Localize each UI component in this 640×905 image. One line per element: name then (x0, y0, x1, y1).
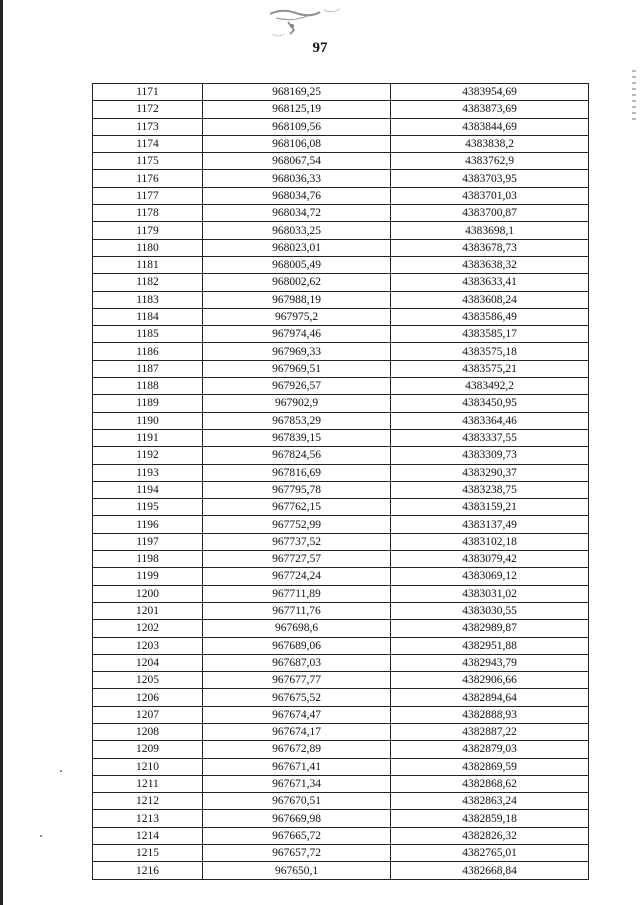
y-coordinate-cell: 4383290,37 (391, 464, 589, 481)
point-number-cell: 1192 (93, 447, 203, 464)
point-number-cell: 1210 (93, 758, 203, 775)
table-row (93, 516, 589, 533)
point-number-cell: 1175 (93, 153, 203, 170)
point-number-cell: 1215 (93, 845, 203, 862)
x-coordinate-cell: 968036,33 (203, 170, 391, 187)
y-coordinate-cell: 4383954,69 (391, 84, 589, 101)
y-coordinate-cell: 4383575,18 (391, 343, 589, 360)
point-number-cell: 1183 (93, 291, 203, 308)
x-coordinate-cell: 967672,89 (203, 741, 391, 758)
y-coordinate-cell: 4382863,24 (391, 793, 589, 810)
x-coordinate-cell: 968125,19 (203, 101, 391, 118)
x-coordinate-cell: 968109,56 (203, 118, 391, 135)
y-coordinate-cell: 4383309,73 (391, 447, 589, 464)
point-number-cell: 1179 (93, 222, 203, 239)
table-row (93, 84, 589, 101)
y-coordinate-cell: 4383633,41 (391, 274, 589, 291)
y-coordinate-cell: 4383364,46 (391, 412, 589, 429)
scan-speck (40, 835, 42, 837)
y-coordinate-cell: 4382869,59 (391, 758, 589, 775)
point-number-cell: 1212 (93, 793, 203, 810)
table-row (93, 827, 589, 844)
table-row (93, 672, 589, 689)
y-coordinate-cell: 4382868,62 (391, 775, 589, 792)
point-number-cell: 1182 (93, 274, 203, 291)
y-coordinate-cell: 4382859,18 (391, 810, 589, 827)
y-coordinate-cell: 4383238,75 (391, 481, 589, 498)
table-row (93, 378, 589, 395)
point-number-cell: 1198 (93, 551, 203, 568)
y-coordinate-cell: 4383079,42 (391, 551, 589, 568)
y-coordinate-cell: 4383030,55 (391, 602, 589, 619)
x-coordinate-cell: 967674,47 (203, 706, 391, 723)
scan-speck (60, 770, 62, 772)
y-coordinate-cell: 4382894,64 (391, 689, 589, 706)
y-coordinate-cell: 4383873,69 (391, 101, 589, 118)
table-row (93, 412, 589, 429)
point-number-cell: 1201 (93, 602, 203, 619)
x-coordinate-cell: 967752,99 (203, 516, 391, 533)
point-number-cell: 1186 (93, 343, 203, 360)
x-coordinate-cell: 967839,15 (203, 429, 391, 446)
table-row (93, 637, 589, 654)
table-row (93, 464, 589, 481)
table-row (93, 862, 589, 879)
y-coordinate-cell: 4383069,12 (391, 568, 589, 585)
x-coordinate-cell: 967975,2 (203, 308, 391, 325)
table-row (93, 187, 589, 204)
point-number-cell: 1188 (93, 378, 203, 395)
point-number-cell: 1209 (93, 741, 203, 758)
table-row (93, 602, 589, 619)
table-row (93, 274, 589, 291)
y-coordinate-cell: 4382888,93 (391, 706, 589, 723)
stamp-mark (262, 4, 352, 44)
point-number-cell: 1185 (93, 326, 203, 343)
point-number-cell: 1202 (93, 620, 203, 637)
table-row (93, 239, 589, 256)
scan-edge-left (0, 0, 3, 905)
y-coordinate-cell: 4383701,03 (391, 187, 589, 204)
table-row (93, 793, 589, 810)
point-number-cell: 1189 (93, 395, 203, 412)
x-coordinate-cell: 968034,76 (203, 187, 391, 204)
y-coordinate-cell: 4383698,1 (391, 222, 589, 239)
table-row (93, 568, 589, 585)
y-coordinate-cell: 4383585,17 (391, 326, 589, 343)
y-coordinate-cell: 4383700,87 (391, 205, 589, 222)
table-row (93, 153, 589, 170)
x-coordinate-cell: 967902,9 (203, 395, 391, 412)
point-number-cell: 1214 (93, 827, 203, 844)
point-number-cell: 1200 (93, 585, 203, 602)
x-coordinate-cell: 967969,51 (203, 360, 391, 377)
point-number-cell: 1206 (93, 689, 203, 706)
y-coordinate-cell: 4382887,22 (391, 723, 589, 740)
y-coordinate-cell: 4383492,2 (391, 378, 589, 395)
x-coordinate-cell: 967687,03 (203, 654, 391, 671)
table-row (93, 810, 589, 827)
y-coordinate-cell: 4382989,87 (391, 620, 589, 637)
x-coordinate-cell: 967669,98 (203, 810, 391, 827)
y-coordinate-cell: 4383337,55 (391, 429, 589, 446)
table-row (93, 291, 589, 308)
table-row (93, 723, 589, 740)
x-coordinate-cell: 968106,08 (203, 135, 391, 152)
coordinate-table (92, 83, 589, 880)
point-number-cell: 1187 (93, 360, 203, 377)
table-row (93, 222, 589, 239)
table-row (93, 395, 589, 412)
x-coordinate-cell: 968169,25 (203, 84, 391, 101)
x-coordinate-cell: 967727,57 (203, 551, 391, 568)
y-coordinate-cell: 4382951,88 (391, 637, 589, 654)
table-row (93, 429, 589, 446)
table-row (93, 101, 589, 118)
table-row (93, 308, 589, 325)
x-coordinate-cell: 967969,33 (203, 343, 391, 360)
x-coordinate-cell: 967677,77 (203, 672, 391, 689)
x-coordinate-cell: 967675,52 (203, 689, 391, 706)
point-number-cell: 1213 (93, 810, 203, 827)
x-coordinate-cell: 967795,78 (203, 481, 391, 498)
y-coordinate-cell: 4383102,18 (391, 533, 589, 550)
x-coordinate-cell: 967689,06 (203, 637, 391, 654)
y-coordinate-cell: 4383586,49 (391, 308, 589, 325)
table-row (93, 706, 589, 723)
point-number-cell: 1180 (93, 239, 203, 256)
x-coordinate-cell: 967926,57 (203, 378, 391, 395)
x-coordinate-cell: 968023,01 (203, 239, 391, 256)
y-coordinate-cell: 4382879,03 (391, 741, 589, 758)
y-coordinate-cell: 4382765,01 (391, 845, 589, 862)
point-number-cell: 1208 (93, 723, 203, 740)
point-number-cell: 1197 (93, 533, 203, 550)
point-number-cell: 1207 (93, 706, 203, 723)
point-number-cell: 1174 (93, 135, 203, 152)
table-row (93, 689, 589, 706)
point-number-cell: 1195 (93, 499, 203, 516)
point-number-cell: 1211 (93, 775, 203, 792)
point-number-cell: 1178 (93, 205, 203, 222)
y-coordinate-cell: 4382668,84 (391, 862, 589, 879)
y-coordinate-cell: 4383031,02 (391, 585, 589, 602)
table-row (93, 256, 589, 273)
x-coordinate-cell: 967650,1 (203, 862, 391, 879)
point-number-cell: 1193 (93, 464, 203, 481)
table-row (93, 620, 589, 637)
y-coordinate-cell: 4383844,69 (391, 118, 589, 135)
coordinate-table-body (93, 84, 589, 880)
x-coordinate-cell: 967698,6 (203, 620, 391, 637)
x-coordinate-cell: 967657,72 (203, 845, 391, 862)
y-coordinate-cell: 4383137,49 (391, 516, 589, 533)
table-row (93, 758, 589, 775)
x-coordinate-cell: 967762,15 (203, 499, 391, 516)
x-coordinate-cell: 967737,52 (203, 533, 391, 550)
y-coordinate-cell: 4382906,66 (391, 672, 589, 689)
point-number-cell: 1171 (93, 84, 203, 101)
point-number-cell: 1176 (93, 170, 203, 187)
x-coordinate-cell: 967674,17 (203, 723, 391, 740)
point-number-cell: 1196 (93, 516, 203, 533)
x-coordinate-cell: 967724,24 (203, 568, 391, 585)
point-number-cell: 1177 (93, 187, 203, 204)
x-coordinate-cell: 967711,76 (203, 602, 391, 619)
point-number-cell: 1203 (93, 637, 203, 654)
point-number-cell: 1216 (93, 862, 203, 879)
x-coordinate-cell: 967671,41 (203, 758, 391, 775)
y-coordinate-cell: 4383575,21 (391, 360, 589, 377)
point-number-cell: 1205 (93, 672, 203, 689)
table-row (93, 170, 589, 187)
scan-noise-right (632, 70, 636, 120)
x-coordinate-cell: 967711,89 (203, 585, 391, 602)
table-row (93, 447, 589, 464)
table-row (93, 845, 589, 862)
point-number-cell: 1184 (93, 308, 203, 325)
x-coordinate-cell: 968034,72 (203, 205, 391, 222)
point-number-cell: 1204 (93, 654, 203, 671)
y-coordinate-cell: 4383638,32 (391, 256, 589, 273)
table-row (93, 654, 589, 671)
table-row (93, 585, 589, 602)
x-coordinate-cell: 968067,54 (203, 153, 391, 170)
table-row (93, 118, 589, 135)
table-row (93, 499, 589, 516)
point-number-cell: 1199 (93, 568, 203, 585)
x-coordinate-cell: 968005,49 (203, 256, 391, 273)
y-coordinate-cell: 4383762,9 (391, 153, 589, 170)
point-number-cell: 1172 (93, 101, 203, 118)
page-number: 97 (312, 40, 328, 56)
x-coordinate-cell: 967670,51 (203, 793, 391, 810)
point-number-cell: 1194 (93, 481, 203, 498)
table-row (93, 551, 589, 568)
y-coordinate-cell: 4382943,79 (391, 654, 589, 671)
table-row (93, 205, 589, 222)
point-number-cell: 1181 (93, 256, 203, 273)
table-row (93, 775, 589, 792)
y-coordinate-cell: 4383450,95 (391, 395, 589, 412)
x-coordinate-cell: 967671,34 (203, 775, 391, 792)
table-row (93, 135, 589, 152)
x-coordinate-cell: 967974,46 (203, 326, 391, 343)
y-coordinate-cell: 4383159,21 (391, 499, 589, 516)
table-row (93, 481, 589, 498)
y-coordinate-cell: 4383608,24 (391, 291, 589, 308)
point-number-cell: 1190 (93, 412, 203, 429)
x-coordinate-cell: 968002,62 (203, 274, 391, 291)
point-number-cell: 1191 (93, 429, 203, 446)
point-number-cell: 1173 (93, 118, 203, 135)
table-row (93, 343, 589, 360)
y-coordinate-cell: 4383838,2 (391, 135, 589, 152)
x-coordinate-cell: 967824,56 (203, 447, 391, 464)
x-coordinate-cell: 967988,19 (203, 291, 391, 308)
x-coordinate-cell: 967665,72 (203, 827, 391, 844)
table-row (93, 533, 589, 550)
table-row (93, 326, 589, 343)
x-coordinate-cell: 968033,25 (203, 222, 391, 239)
y-coordinate-cell: 4383703,95 (391, 170, 589, 187)
x-coordinate-cell: 967816,69 (203, 464, 391, 481)
table-row (93, 360, 589, 377)
x-coordinate-cell: 967853,29 (203, 412, 391, 429)
y-coordinate-cell: 4382826,32 (391, 827, 589, 844)
y-coordinate-cell: 4383678,73 (391, 239, 589, 256)
table-row (93, 741, 589, 758)
